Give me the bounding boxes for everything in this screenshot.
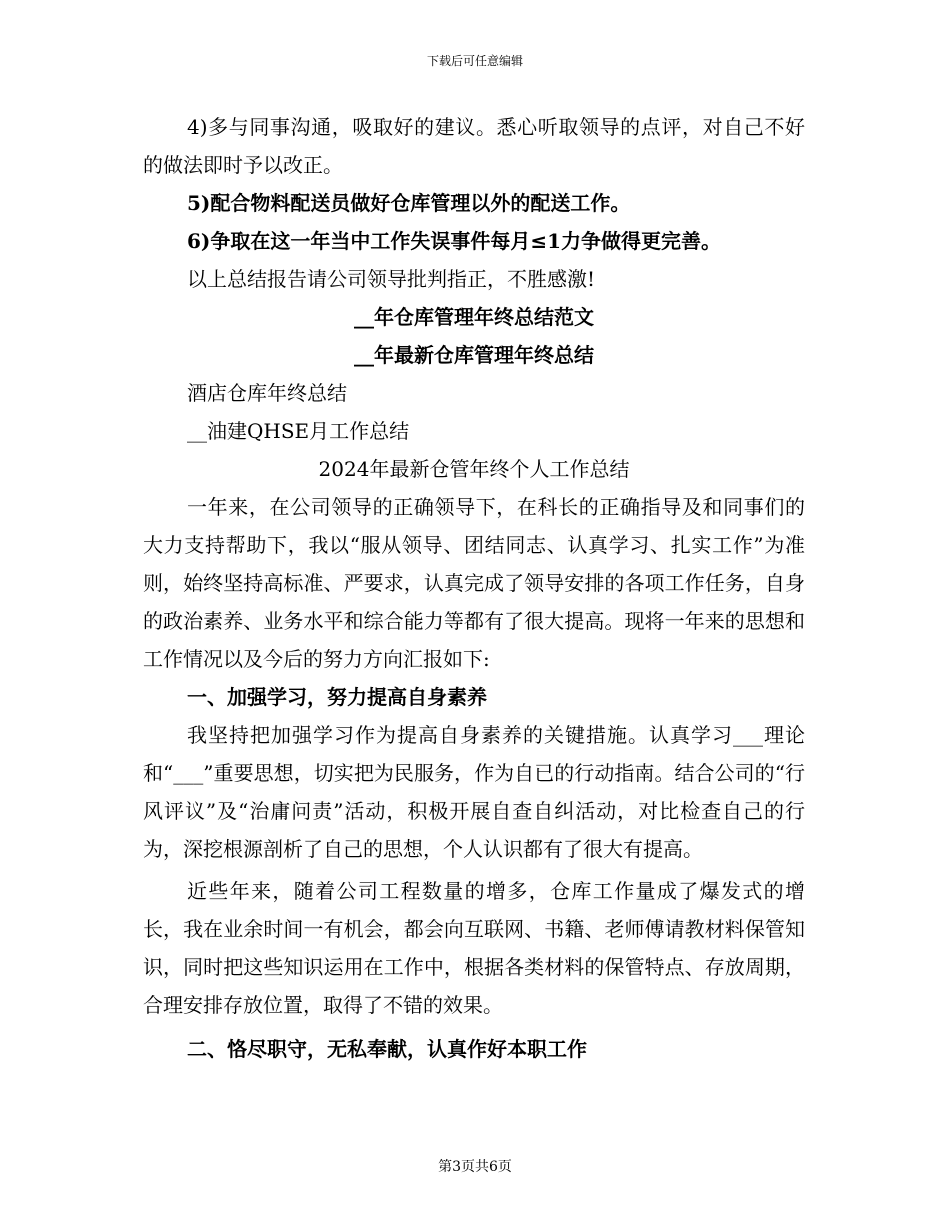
related-link-2: __油建QHSE月工作总结 [187, 419, 410, 443]
section-heading-1: 一、加强学习，努力提高自身素养 [187, 685, 487, 709]
related-title-2: __年最新仓库管理年终总结 [354, 343, 594, 367]
intro-paragraph: 一年来，在公司领导的正确领导下，在科长的正确指导及和同事们的大力支持帮助下，我以“服从领导、团结同志、认真学习、扎实工作”为准则，始终坚持高标准、严要求，认真完成了领导安排的各项工作任务，自身的政治素养、业务水平和综合能力等都有了很大提高。现将一年来的思想和工作情况以及今后的努力方向汇报如下: [143, 495, 805, 671]
related-title-1: __年仓库管理年终总结范文 [354, 305, 594, 329]
document-body [143, 108, 805, 1068]
page-header: 下载后可任意编辑 [426, 54, 523, 68]
document-title: 2024年最新仓管年终个人工作总结 [318, 457, 630, 481]
closing-sentence: 以上总结报告请公司领导批判指正，不胜感激! [187, 267, 596, 291]
list-item-6: 6)争取在这一年当中工作失误事件每月≤1力争做得更完善。 [187, 229, 722, 253]
list-item-4: 4)多与同事沟通，吸取好的建议。悉心听取领导的点评，对自己不好的做法即时予以改正。 [143, 115, 805, 177]
page-footer: 第3页共6页 [438, 1159, 512, 1175]
related-link-1: 酒店仓库年终总结 [187, 381, 347, 405]
section-heading-2: 二、恪尽职守，无私奉献，认真作好本职工作 [187, 1037, 587, 1061]
list-item-5: 5)配合物料配送员做好仓库管理以外的配送工作。 [187, 191, 631, 215]
section-1-paragraph-1: 我坚持把加强学习作为提高自身素养的关键措施。认真学习___理论和“___”重要思想，切实把为民服务，作为自已的行动指南。结合公司的“行风评议”及“治庸问责”活动，积极开展自查自纠活动，对比检查自己的行为，深挖根源剖析了自己的思想，个人认识都有了很大有提高。 [143, 723, 805, 861]
section-1-paragraph-2: 近些年来，随着公司工程数量的增多，仓库工作量成了爆发式的增长，我在业余时间一有机会，都会向互联网、书籍、老师傅请教材料保管知识，同时把这些知识运用在工作中，根据各类材料的保管特点、存放周期，合理安排存放位置，取得了不错的效果。 [143, 879, 805, 1017]
